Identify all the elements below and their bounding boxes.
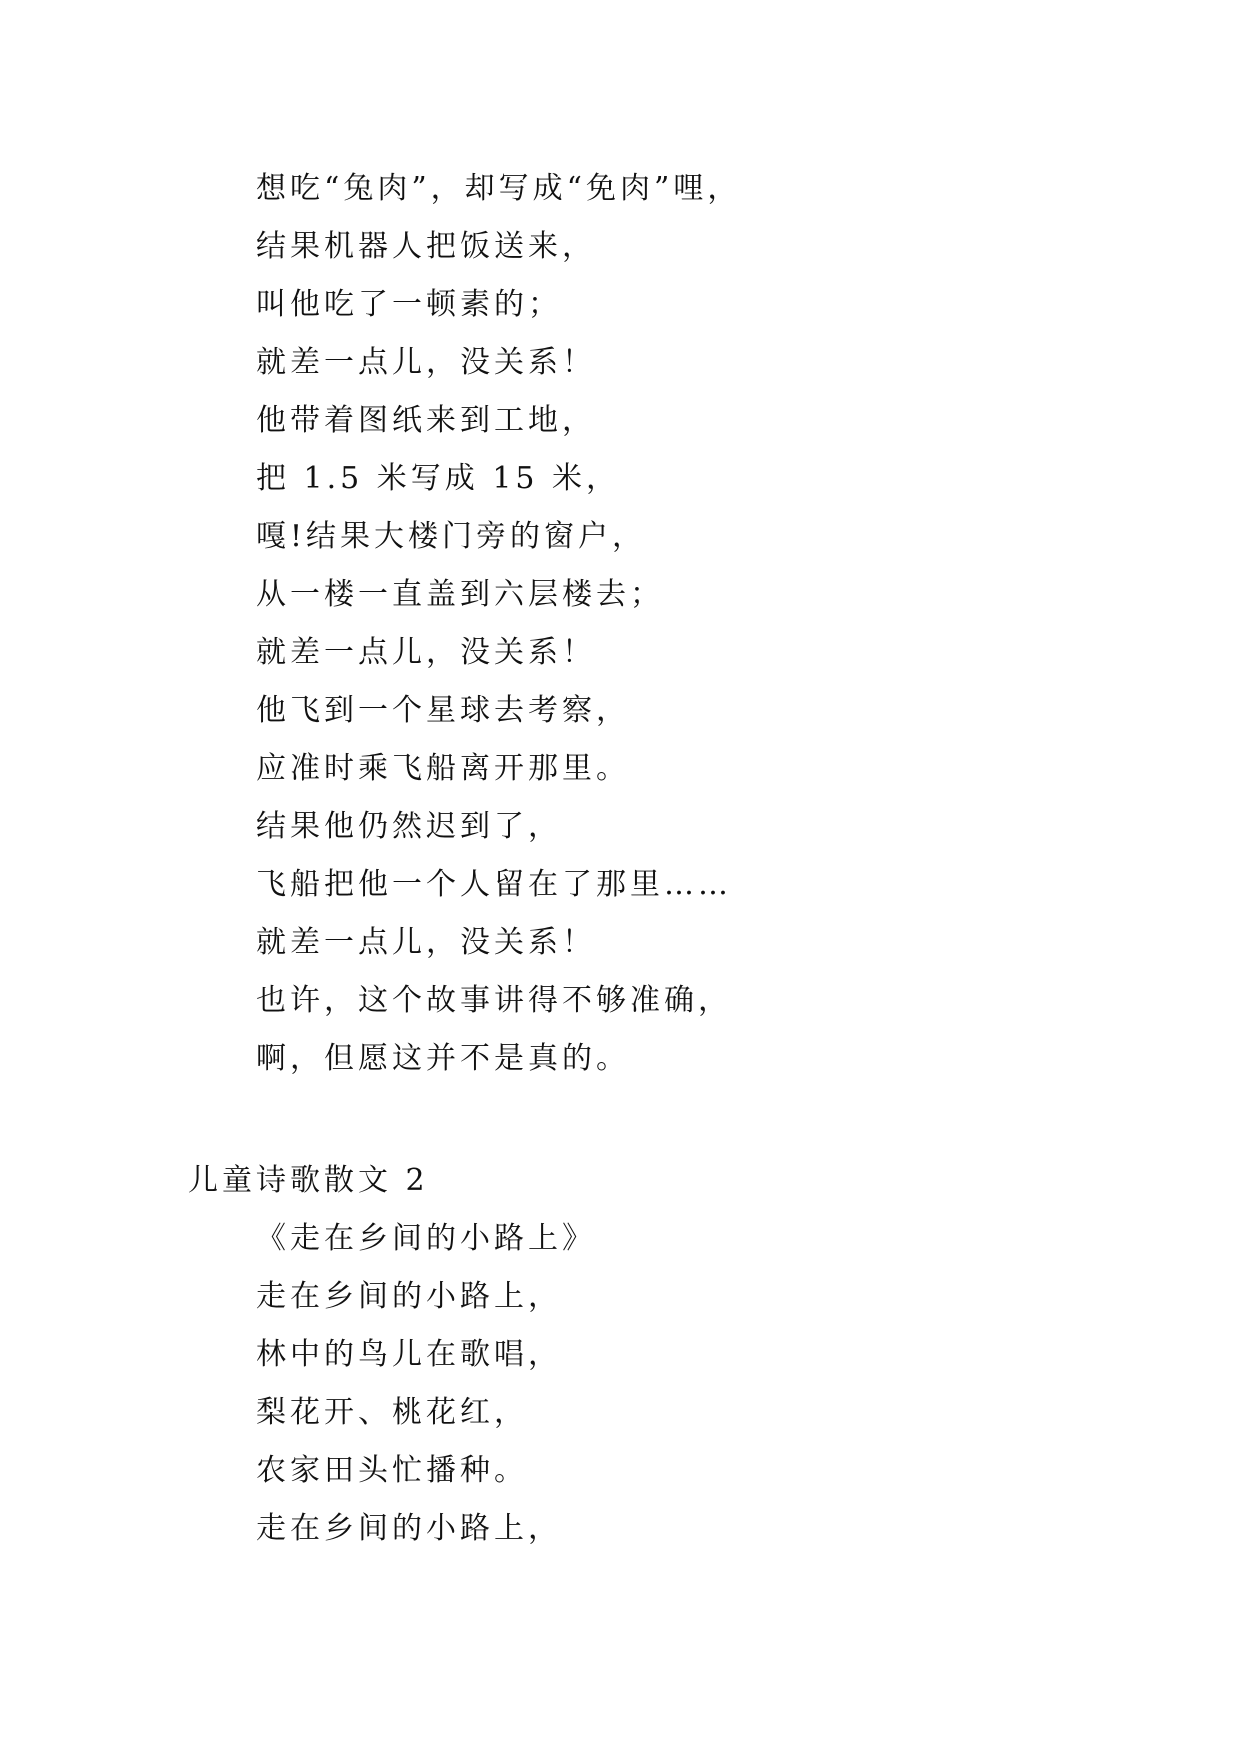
poem-line: 想吃“兔肉”，却写成“免肉”哩， (256, 171, 742, 206)
poem-line: 他飞到一个星球去考察， (256, 693, 630, 728)
poem-line: 结果机器人把饭送来， (256, 229, 596, 264)
poem-line: 走在乡间的小路上， (256, 1279, 562, 1314)
section-2 (188, 1152, 1188, 1558)
poem-line: 走在乡间的小路上， (256, 1511, 562, 1546)
poem-line: 把 1.5 米写成 15 米， (256, 461, 621, 496)
poem-line: 林中的鸟儿在歌唱， (256, 1337, 562, 1372)
poem-line: 结果他仍然迟到了， (256, 809, 562, 844)
poem-1 (256, 160, 1156, 1088)
poem-line: 就差一点儿，没关系！ (256, 345, 596, 380)
poem-2 (256, 1210, 1188, 1558)
poem-line: 从一楼一直盖到六层楼去； (256, 577, 664, 612)
poem-line: 就差一点儿，没关系！ (256, 635, 596, 670)
poem-line: 农家田头忙播种。 (256, 1453, 528, 1488)
poem-line: 也许，这个故事讲得不够准确， (256, 983, 732, 1018)
poem-line: 应准时乘飞船离开那里。 (256, 751, 630, 786)
poem-line: 就差一点儿，没关系！ (256, 925, 596, 960)
poem-line: 他带着图纸来到工地， (256, 403, 596, 438)
section-heading: 儿童诗歌散文 2 (188, 1163, 429, 1198)
poem-title: 《走在乡间的小路上》 (256, 1221, 596, 1256)
poem-line: 啊，但愿这并不是真的。 (256, 1041, 630, 1076)
poem-line: 叫他吃了一顿素的； (256, 287, 562, 322)
poem-line: 嘎!结果大楼门旁的窗户， (256, 519, 647, 554)
poem-line: 飞船把他一个人留在了那里…… (256, 867, 732, 902)
poem-line: 梨花开、桃花红， (256, 1395, 528, 1430)
